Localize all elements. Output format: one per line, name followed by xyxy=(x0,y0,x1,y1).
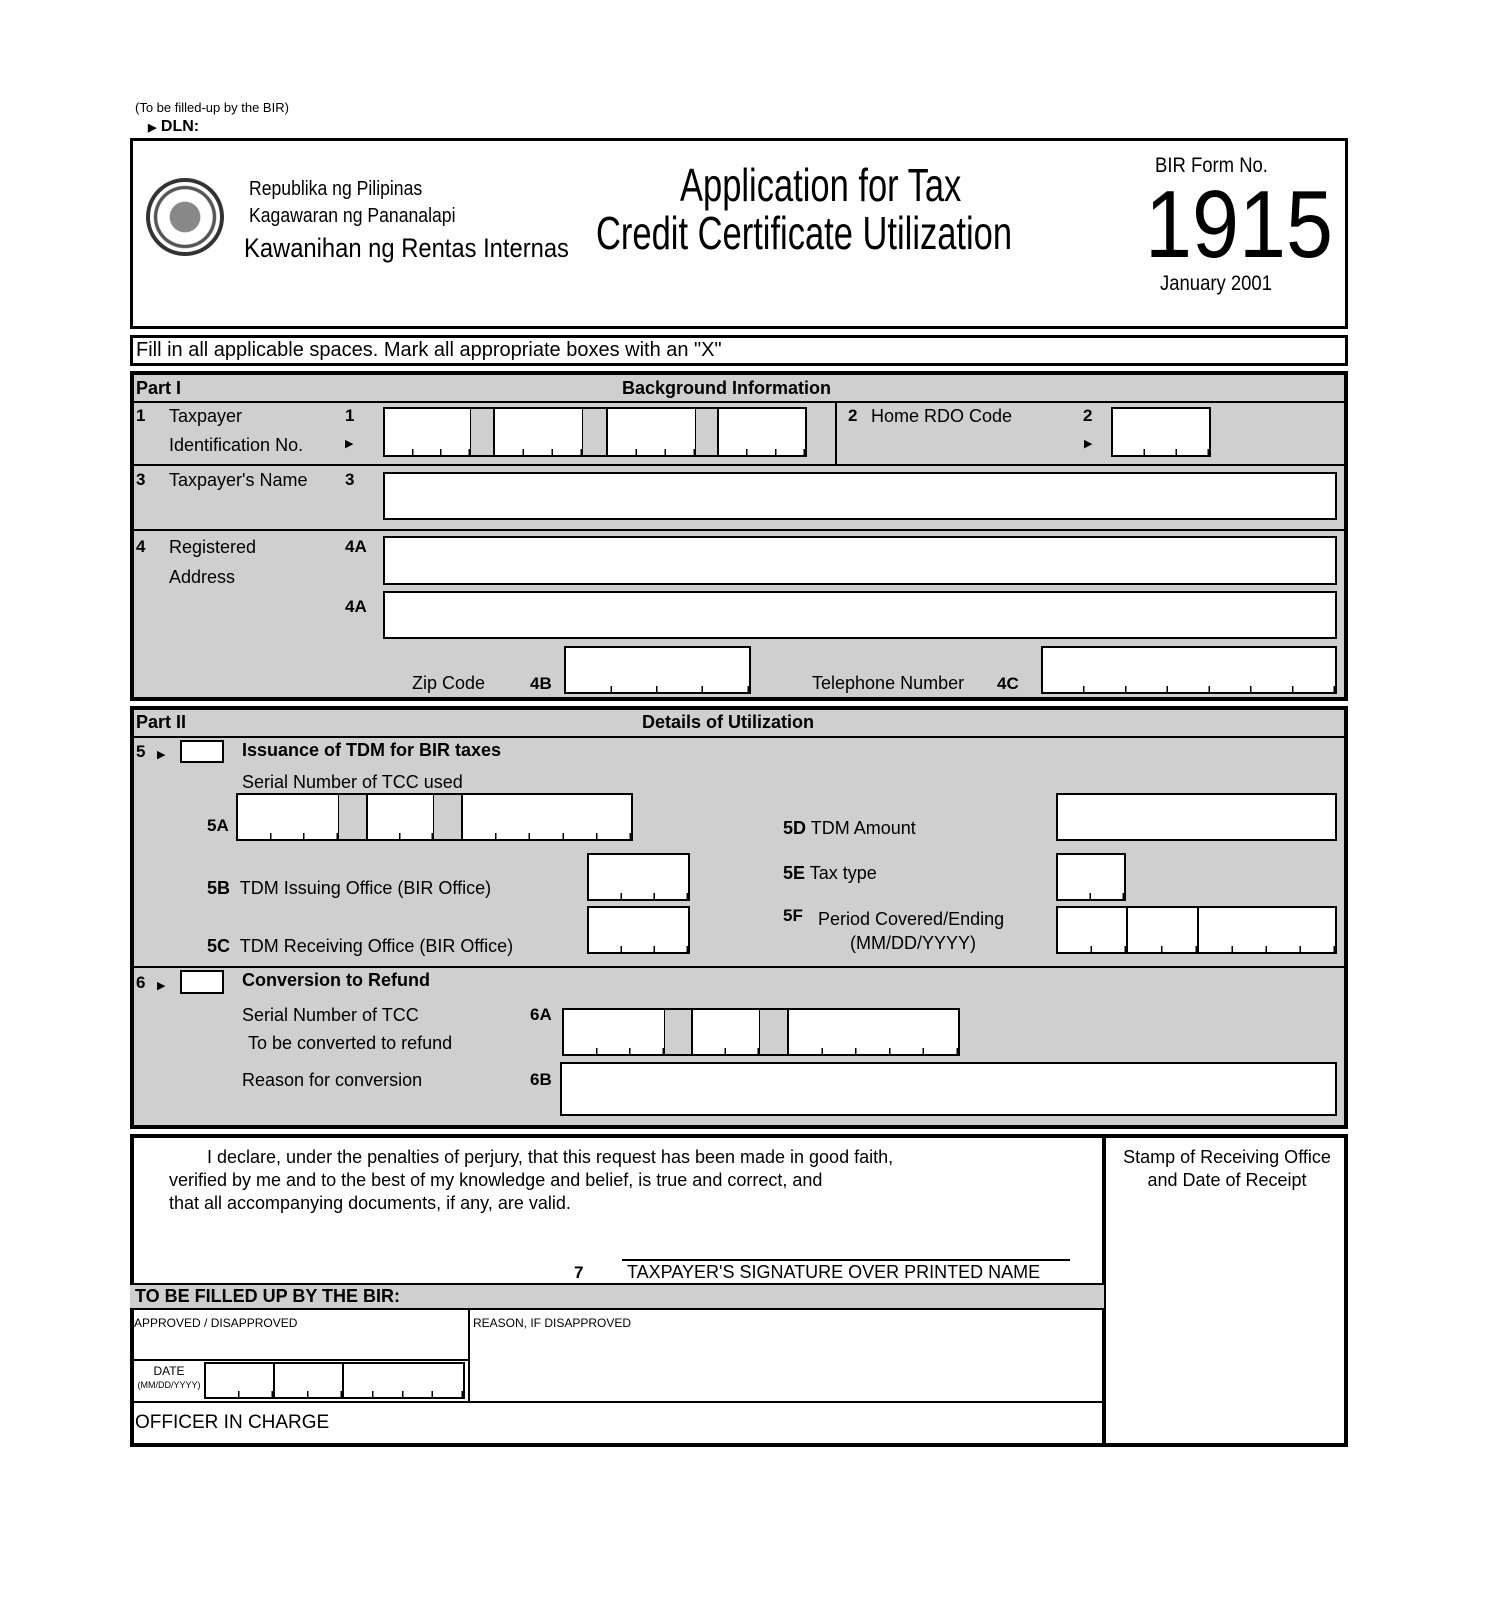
bir-note: (To be filled-up by the BIR) xyxy=(135,100,289,115)
bir-use-bar: TO BE FILLED UP BY THE BIR: xyxy=(130,1283,1104,1310)
name-tag: 3 xyxy=(345,470,355,489)
address-label: Registered xyxy=(169,537,257,557)
field7-num: 7 xyxy=(574,1263,584,1282)
period-month-input[interactable] xyxy=(1056,906,1128,954)
field2-num: 2 xyxy=(848,406,858,425)
address-input-2[interactable] xyxy=(383,591,1337,639)
field3-num: 3 xyxy=(136,470,146,489)
refund-serial-label: Serial Number of TCC xyxy=(242,1005,419,1025)
tin-tag: 1 xyxy=(345,406,355,425)
name-label: Taxpayer's Name xyxy=(169,470,308,490)
tin-separator xyxy=(583,407,607,457)
field6-num: 6 xyxy=(136,973,146,992)
rdo-tag: 2 xyxy=(1083,406,1093,425)
period-year-input[interactable] xyxy=(1197,906,1337,954)
tin-input-4[interactable] xyxy=(717,407,807,457)
serial-separator xyxy=(434,793,462,841)
refund-serial-input-1[interactable] xyxy=(562,1008,666,1056)
period-day-input[interactable] xyxy=(1126,906,1199,954)
tin-label2: Identification No. xyxy=(169,435,304,455)
officer-label: OFFICER IN CHARGE xyxy=(135,1412,330,1433)
part2-label: Part II xyxy=(136,712,187,732)
address-input-1[interactable] xyxy=(383,536,1337,585)
tin-input-3[interactable] xyxy=(606,407,697,457)
bir-date-year[interactable] xyxy=(342,1362,465,1399)
tin-input-1[interactable] xyxy=(383,407,472,457)
refund-serial-label2: To be converted to refund xyxy=(248,1033,453,1053)
title-line1: Application for Tax xyxy=(680,159,962,211)
tin-separator xyxy=(696,407,718,457)
reason-label: Reason for conversion xyxy=(242,1070,423,1090)
field5e-tag: 5E xyxy=(783,863,806,883)
issuing-office-text: TDM Issuing Office (BIR Office) xyxy=(239,878,492,898)
declaration-line1: I declare, under the penalties of perjury, that this request has been made in good faith, xyxy=(207,1147,894,1167)
serial-separator xyxy=(760,1008,788,1056)
tcc-serial-input-3[interactable] xyxy=(461,793,633,841)
telephone-label: Telephone Number xyxy=(812,673,965,693)
stamp-line2: and Date of Receipt xyxy=(1147,1170,1307,1190)
tdm-amount-input[interactable] xyxy=(1056,793,1337,841)
period-format-label: (MM/DD/YYYY) xyxy=(850,933,976,953)
receiving-office-label xyxy=(207,936,513,957)
address-label2: Address xyxy=(169,567,236,587)
address-tag-2: 4A xyxy=(345,597,367,616)
arrow-right-icon: ▶ xyxy=(1084,438,1093,450)
rdo-label: Home RDO Code xyxy=(871,406,1013,426)
field5b-tag: 5B xyxy=(207,878,231,898)
field5c-tag: 5C xyxy=(207,936,231,956)
part1-title: Background Information xyxy=(622,378,832,398)
serial-separator xyxy=(665,1008,692,1056)
declaration-line3: that all accompanying documents, if any, are valid. xyxy=(169,1193,571,1213)
taxpayer-name-input[interactable] xyxy=(383,472,1337,520)
tcc-serial-input-1[interactable] xyxy=(236,793,340,841)
stamp-area xyxy=(1106,1146,1348,1192)
tin-separator xyxy=(471,407,494,457)
title-line2: Credit Certificate Utilization xyxy=(596,207,1013,259)
arrow-right-icon: ▶ xyxy=(148,122,157,134)
reason-input[interactable] xyxy=(560,1062,1337,1116)
arrow-right-icon: ▶ xyxy=(345,438,354,450)
part2-title: Details of Utilization xyxy=(642,712,815,732)
tdm-amount-label xyxy=(783,818,916,839)
header-department: Kagawaran ng Pananalapi xyxy=(249,205,456,227)
field6a-tag: 6A xyxy=(530,1005,552,1024)
field4-num: 4 xyxy=(136,537,146,556)
tax-type-label xyxy=(783,863,877,884)
field5a-tag: 5A xyxy=(207,816,229,835)
dln-label xyxy=(148,118,199,136)
reason-disapproved-label: REASON, IF DISAPPROVED xyxy=(473,1316,632,1330)
tin-input-2[interactable] xyxy=(493,407,584,457)
instruction-bar: Fill in all applicable spaces. Mark all appropriate boxes with an "X" xyxy=(130,335,1348,366)
refund-serial-input-3[interactable] xyxy=(787,1008,960,1056)
field1-num: 1 xyxy=(136,406,146,425)
signature-label: TAXPAYER'S SIGNATURE OVER PRINTED NAME xyxy=(627,1262,1041,1282)
tax-type-input[interactable] xyxy=(1056,853,1126,901)
tax-type-text: Tax type xyxy=(809,863,877,883)
telephone-tag: 4C xyxy=(997,674,1019,693)
tcc-serial-input-2[interactable] xyxy=(366,793,435,841)
zip-input[interactable] xyxy=(564,646,751,694)
declaration-line2: verified by me and to the best of my knowledge and belief, is true and correct, and xyxy=(169,1170,823,1190)
form-number: 1915 xyxy=(1145,171,1333,278)
stamp-line1: Stamp of Receiving Office xyxy=(1123,1147,1331,1167)
header-bureau: Kawanihan ng Rentas Internas xyxy=(244,233,569,263)
bir-date-day[interactable] xyxy=(273,1362,344,1399)
field5f-tag: 5F xyxy=(783,906,803,925)
zip-tag: 4B xyxy=(530,674,552,693)
serial-tcc-label: Serial Number of TCC used xyxy=(242,772,463,792)
serial-separator xyxy=(339,793,367,841)
part1-label: Part I xyxy=(136,378,182,398)
date-text: DATE xyxy=(153,1364,185,1378)
form-date: January 2001 xyxy=(1160,272,1272,295)
rdo-input[interactable] xyxy=(1111,407,1211,457)
receiving-office-input[interactable] xyxy=(587,906,690,954)
field6b-tag: 6B xyxy=(530,1070,552,1089)
signature-line[interactable] xyxy=(622,1259,1070,1261)
field5-num: 5 xyxy=(136,742,146,761)
receiving-office-text: TDM Receiving Office (BIR Office) xyxy=(239,936,514,956)
refund-conversion-label: Conversion to Refund xyxy=(242,970,430,990)
tdm-issuance-checkbox[interactable] xyxy=(180,740,224,763)
refund-serial-input-2[interactable] xyxy=(691,1008,761,1056)
field5d-tag: 5D xyxy=(783,818,807,838)
zip-label: Zip Code xyxy=(412,673,486,693)
arrow-right-icon: ▶ xyxy=(157,980,166,992)
declaration-text xyxy=(169,1146,893,1215)
tdm-issuance-label: Issuance of TDM for BIR taxes xyxy=(242,740,502,760)
tdm-amount-text: TDM Amount xyxy=(810,818,916,838)
issuing-office-input[interactable] xyxy=(587,853,690,901)
form-no-label: BIR Form No. xyxy=(1155,154,1268,177)
date-label xyxy=(134,1364,204,1392)
approved-label: APPROVED / DISAPPROVED xyxy=(134,1316,298,1330)
arrow-right-icon: ▶ xyxy=(157,749,166,761)
header-republic: Republika ng Pilipinas xyxy=(249,178,423,200)
bir-date-month[interactable] xyxy=(204,1362,275,1399)
period-label: Period Covered/Ending xyxy=(818,909,1005,929)
refund-conversion-checkbox[interactable] xyxy=(180,970,224,994)
dln-text: DLN: xyxy=(160,118,200,135)
address-tag: 4A xyxy=(345,537,367,556)
bir-seal-logo xyxy=(146,178,224,256)
telephone-input[interactable] xyxy=(1041,646,1337,694)
tin-label: Taxpayer xyxy=(169,406,243,426)
date-format: (MM/DD/YYYY) xyxy=(137,1380,201,1390)
issuing-office-label xyxy=(207,878,491,899)
